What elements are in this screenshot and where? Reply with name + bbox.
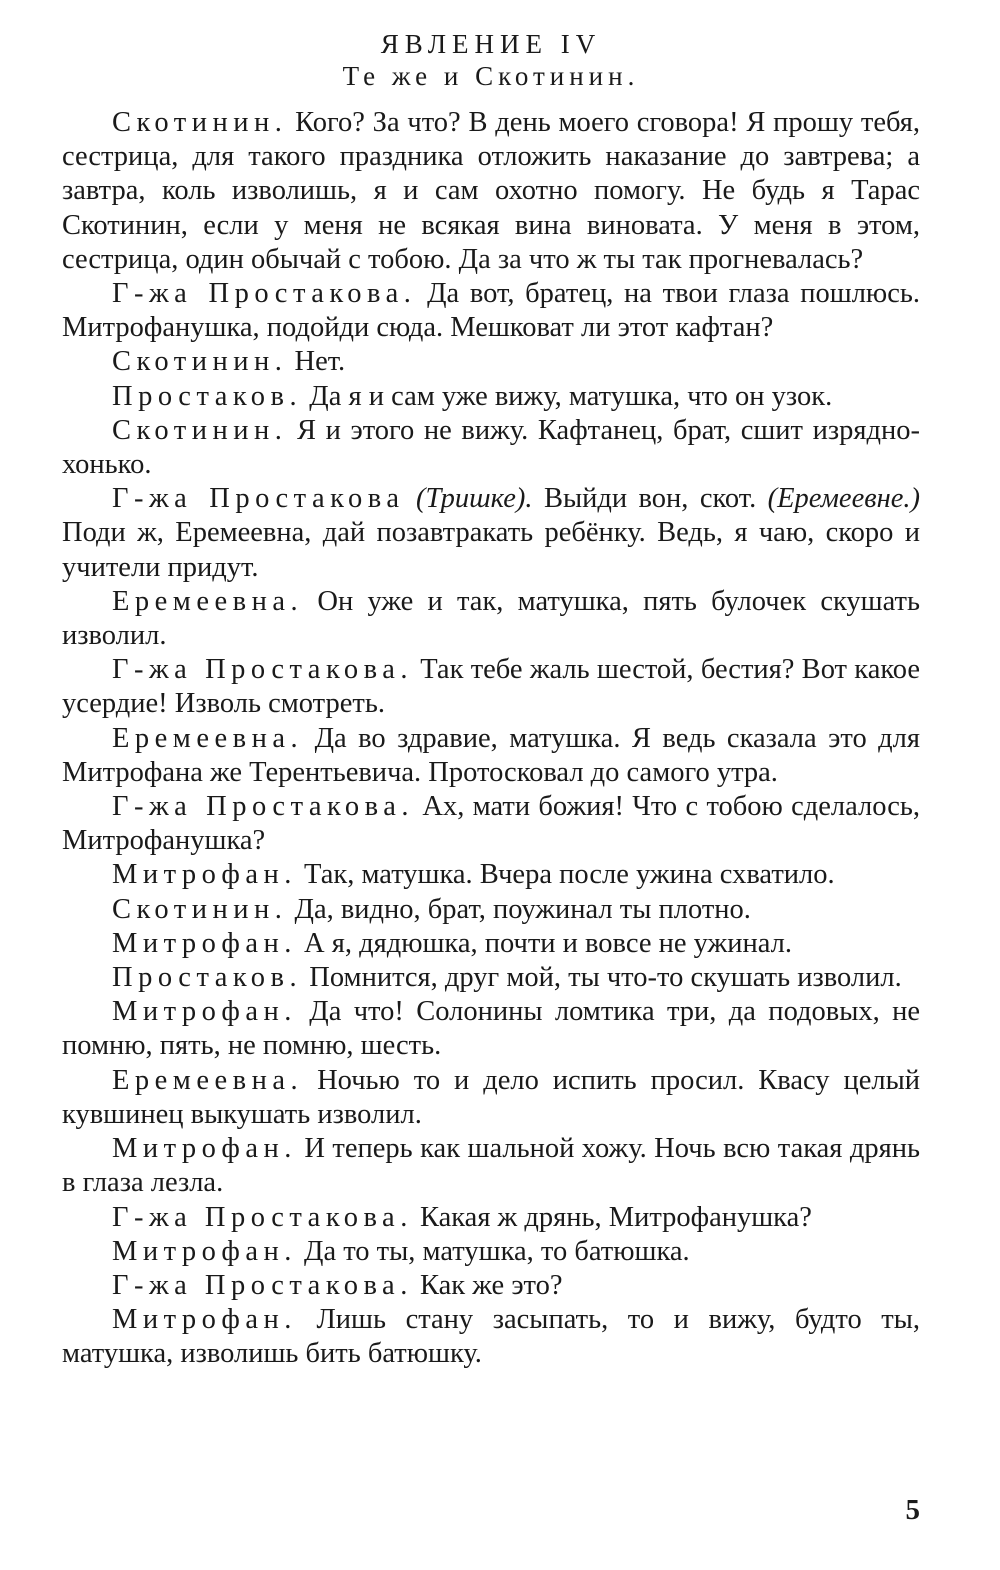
speech-text: Да что! Солонины ломтика три, да подовых, не помню, пять, не помню, шесть. bbox=[62, 996, 920, 1062]
speech-text: Лишь стану засыпать, то и вижу, будто ты, матушка, изволишь бить батюшку. bbox=[62, 1304, 920, 1370]
dialogue-paragraph bbox=[62, 722, 920, 790]
speech-text: Да то ты, матушка, то батюшка. bbox=[304, 1235, 690, 1267]
speaker-name: Скотинин. bbox=[112, 346, 288, 378]
speaker-name: Еремеевна. bbox=[112, 722, 304, 754]
speaker-name: Скотинин. bbox=[112, 414, 288, 446]
stage-direction: (Тришке). bbox=[415, 483, 533, 515]
speaker-name: Митрофан. bbox=[112, 1235, 297, 1267]
dialogue-paragraph bbox=[62, 1269, 920, 1303]
speaker-name: Митрофан. bbox=[112, 927, 297, 959]
dialogue-paragraph bbox=[62, 277, 920, 345]
dialogue-paragraph bbox=[62, 995, 920, 1063]
speaker-name: Г-жа Простакова. bbox=[112, 278, 417, 310]
dialogue-paragraph bbox=[62, 106, 920, 277]
speech-text: Так тебе жаль шестой, бестия? Вот какое усердие! Изволь смотреть. bbox=[62, 654, 920, 720]
dialogue-paragraph bbox=[62, 1132, 920, 1200]
speech-text: Да во здравие, матушка. Я ведь сказала это для Митрофана же Терентьевича. Протосковал до самого утра. bbox=[62, 722, 920, 788]
speaker-name: Скотинин. bbox=[112, 893, 288, 925]
dialogue-paragraph bbox=[62, 961, 920, 995]
dialogue-paragraph bbox=[62, 380, 920, 414]
dialogue-paragraph bbox=[62, 1064, 920, 1132]
dialogue-paragraph bbox=[62, 1235, 920, 1269]
speech-text: Ночью то и дело испить просил. Квасу целый кувшинец выкушать изволил. bbox=[62, 1064, 921, 1130]
speech-text: Да я и сам уже вижу, матушка, что он узок. bbox=[309, 380, 833, 412]
speech-text: А я, дядюшка, почти и вовсе не ужинал. bbox=[304, 927, 792, 959]
speech-text: Ах, мати божия! Что с тобою сделалось, Митрофанушка? bbox=[62, 791, 921, 857]
speaker-name: Простаков. bbox=[112, 380, 303, 412]
speaker-name: Скотинин. bbox=[112, 107, 288, 138]
speaker-name: Г-жа Простакова. bbox=[112, 654, 413, 686]
speaker-name: Г-жа Простакова. bbox=[112, 791, 415, 823]
dialogue-paragraph bbox=[62, 345, 920, 379]
dialogue-paragraph bbox=[62, 482, 920, 585]
speaker-name: Митрофан. bbox=[112, 1304, 297, 1336]
dialogue-paragraph bbox=[62, 893, 920, 927]
dialogue-paragraph bbox=[62, 858, 920, 892]
speaker-name: Еремеевна. bbox=[112, 585, 304, 617]
scene-subtitle: Те же и Скотинин. bbox=[342, 61, 640, 91]
speech-text: Да вот, братец, на твои глаза пошлюсь. Митрофанушка, подойди сюда. Мешковат ли этот кафтан? bbox=[62, 278, 920, 344]
speech-text: Поди ж, Еремеевна, дай позавтракать ребёнку. Ведь, я чаю, скоро и учители придут. bbox=[62, 517, 920, 583]
speech-text: Да, видно, брат, поужинал ты плотно. bbox=[294, 893, 751, 925]
speech-text: Так, матушка. Вчера после ужина схватило. bbox=[304, 859, 835, 891]
speech-text: Кого? За что? В день моего сговора! Я прошу тебя, сестрица, для такого праздника отложить наказание до завтрева; а завтра, коль изволишь, я и сам охотно помогу. Не будь я Тарас Скотинин, если у меня не всякая вина виновата. У меня в этом, сестрица, один обычай с тобою. Да за что ж ты так прогневалась? bbox=[62, 107, 921, 275]
scene-title: ЯВЛЕНИЕ IV bbox=[380, 29, 602, 59]
page-number: 5 bbox=[905, 1494, 920, 1526]
dialogue-paragraph bbox=[62, 1201, 920, 1235]
speech-text: Выйди вон, скот. bbox=[543, 483, 757, 515]
speaker-name: Простаков. bbox=[112, 962, 303, 994]
stage-direction: (Еремеевне.) bbox=[767, 483, 921, 515]
speaker-name: Г-жа Простакова bbox=[112, 483, 405, 515]
speaker-name: Г-жа Простакова. bbox=[112, 1269, 413, 1301]
dialogue-paragraph bbox=[62, 414, 920, 482]
speaker-name: Митрофан. bbox=[112, 859, 297, 891]
speech-text: Помнится, друг мой, ты что-то скушать изволил. bbox=[309, 962, 902, 994]
dialogue-body bbox=[62, 106, 920, 1372]
speaker-name: Митрофан. bbox=[112, 1133, 297, 1165]
dialogue-paragraph bbox=[62, 585, 920, 653]
dialogue-paragraph bbox=[62, 1303, 920, 1371]
speaker-name: Митрофан. bbox=[112, 996, 297, 1028]
dialogue-paragraph bbox=[62, 790, 920, 858]
dialogue-paragraph bbox=[62, 927, 920, 961]
speech-text: Какая ж дрянь, Митрофанушка? bbox=[419, 1201, 812, 1233]
speech-text: И теперь как шальной хожу. Ночь всю такая дрянь в глаза лезла. bbox=[62, 1133, 920, 1199]
speech-text: Нет. bbox=[294, 346, 346, 378]
speech-text: Он уже и так, матушка, пять булочек скушать изволил. bbox=[62, 585, 920, 652]
book-page bbox=[62, 28, 920, 1372]
speaker-name: Еремеевна. bbox=[112, 1064, 304, 1096]
speaker-name: Г-жа Простакова. bbox=[112, 1201, 413, 1233]
dialogue-paragraph bbox=[62, 653, 920, 721]
speech-text: Я и этого не вижу. Кафтанец, брат, сшит изряднохонько. bbox=[62, 414, 920, 481]
speech-text: Как же это? bbox=[419, 1269, 563, 1301]
